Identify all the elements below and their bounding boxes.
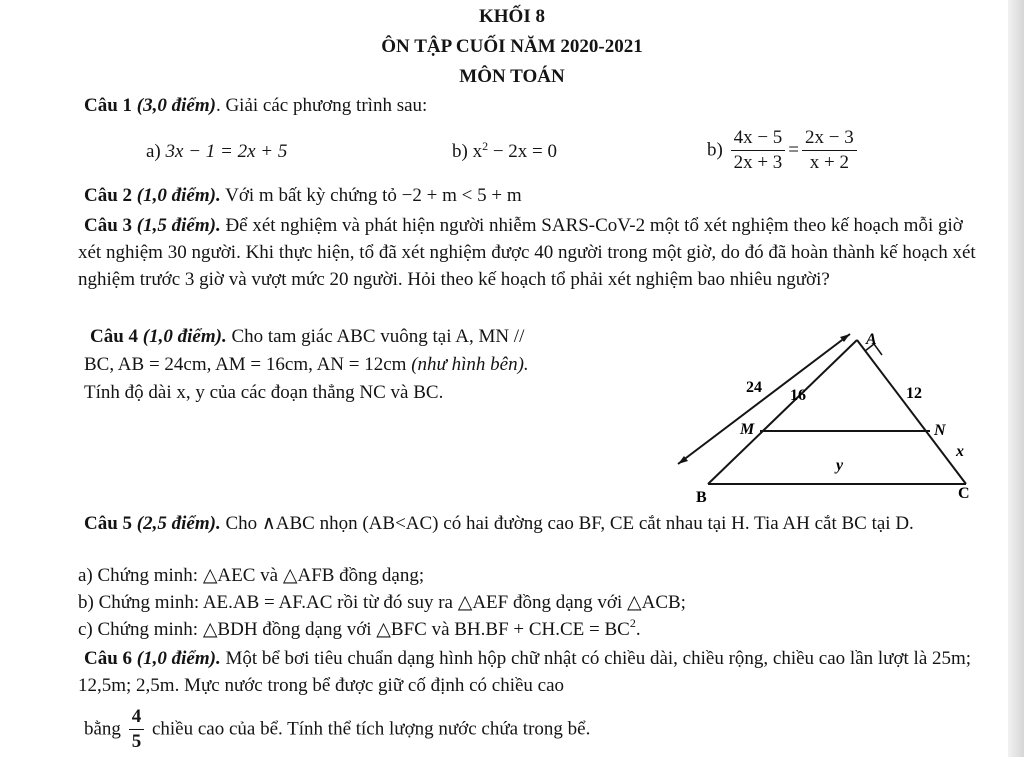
exam-title: ÔN TẬP CUỐI NĂM 2020-2021 [381, 36, 643, 57]
question-6 [78, 645, 978, 699]
q1-label: Câu 1 [84, 95, 133, 116]
q6-last-line [84, 705, 590, 754]
q6-post: chiều cao của bể. Tính thể tích lượng nước chứa trong bể. [151, 718, 591, 740]
question-5 [78, 510, 978, 537]
q1-b-rest: − 2x = 0 [488, 141, 558, 162]
q1-a-equation: 3x − 1 = 2x + 5 [165, 141, 288, 162]
q1-b-label: b) [452, 141, 468, 162]
label-n: N [934, 422, 946, 439]
q6-num: 4 [129, 705, 145, 730]
question-3 [78, 212, 978, 293]
q1-c-den1: 2x + 3 [733, 152, 783, 173]
q4-line-3: Tính độ dài x, y của các đoạn thẳng NC và BC. [84, 382, 444, 403]
q1-text: . Giải các phương trình sau: [215, 95, 428, 116]
q5-part-a: a) Chứng minh: △AEC và △AFB đồng dạng; [78, 565, 425, 586]
q1-b-base: x [472, 141, 483, 162]
q2-text: Với m bất kỳ chứng tỏ −2 + m < 5 + m [225, 185, 522, 206]
label-length-ab: 24 [746, 379, 762, 396]
q5-part-b: b) Chứng minh: AE.AB = AF.AC rồi từ đó suy ra △AEF đồng dạng với △ACB; [78, 592, 686, 613]
triangle-figure [660, 326, 1000, 506]
q6-points: (1,0 điểm). [136, 648, 221, 669]
q1-c-den2: x + 2 [809, 152, 849, 173]
page-edge-shadow [1008, 0, 1024, 757]
question-2 [84, 185, 522, 207]
q6-label: Câu 6 [84, 648, 133, 669]
q5-c-exponent: 2 [629, 616, 636, 630]
q4-line-2a: BC, AB = 24cm, AM = 16cm, AN = 12cm [84, 354, 407, 375]
q1-c-num2: 2x − 3 [802, 126, 857, 151]
q3-label: Câu 3 [84, 215, 133, 236]
q1-c-equals: = [788, 139, 800, 161]
q4-line-2b: (như hình bên). [411, 354, 529, 375]
question-1 [84, 95, 427, 117]
q5-text: Cho ∧ABC nhọn (AB<AC) có hai đường cao BF, CE cắt nhau tại H. Tia AH cắt BC tại D. [225, 513, 914, 534]
q1-points: (3,0 điểm) [136, 95, 216, 116]
q1-b-exponent: 2 [482, 139, 489, 153]
q5-part-c [78, 618, 641, 641]
q3-text: Để xét nghiệm và phát hiện người nhiễm SARS-CoV-2 một tổ xét nghiệm theo kế hoạch mỗi giờ xét nghiệm 30 người. Khi thực hiện, tổ đã xét nghiệm được 40 người trong một giờ, do đó đã hoàn thành kế hoạch xét nghiệm trước 3 giờ và vượt mức 20 người. Hỏi theo kế hoạch tổ phải xét nghiệm bao nhiêu người? [78, 215, 976, 290]
q3-points: (1,5 điểm). [136, 215, 221, 236]
q4-label: Câu 4 [90, 326, 139, 347]
q1-part-c [707, 126, 860, 175]
q1-c-num1: 4x − 5 [731, 126, 786, 151]
q6-text: Một bể bơi tiêu chuẩn dạng hình hộp chữ nhật có chiều dài, chiều rộng, chiều cao lần lượt là 25m; 12,5m; 2,5m. Mực nước trong bể được giữ cố định có chiều cao [78, 648, 972, 696]
label-c: C [958, 485, 970, 502]
label-length-am: 16 [790, 387, 806, 404]
label-a: A [866, 331, 877, 348]
label-x: x [956, 443, 964, 460]
q4-line-2 [84, 354, 529, 376]
q5-c-end: . [635, 619, 641, 640]
q2-points: (1,0 điểm). [136, 185, 221, 206]
q2-label: Câu 2 [84, 185, 133, 206]
subject-heading: MÔN TOÁN [459, 66, 565, 87]
segment-ac [857, 340, 966, 484]
q4-line-1: Cho tam giác ABC vuông tại A, MN // [231, 326, 525, 347]
label-length-an: 12 [906, 385, 922, 402]
label-y: y [836, 457, 844, 474]
question-4 [90, 326, 524, 348]
label-b: B [696, 489, 707, 506]
q1-c-fraction-left [731, 126, 786, 175]
q4-points: (1,0 điểm). [142, 326, 227, 347]
grade-heading: KHỐI 8 [479, 6, 545, 27]
q5-label: Câu 5 [84, 513, 133, 534]
dimension-line-ab [678, 334, 850, 464]
q6-pre: bằng [84, 718, 121, 740]
q1-c-label: b) [707, 139, 723, 161]
q6-den: 5 [131, 731, 142, 752]
q5-points: (2,5 điểm). [136, 513, 221, 534]
q1-c-fraction-right [802, 126, 857, 175]
q5-c-text: c) Chứng minh: △BDH đồng dạng với △BFC và BH.BF + CH.CE = BC [78, 619, 630, 640]
q1-a-label: a) [146, 141, 161, 162]
segment-ab [708, 340, 857, 484]
q6-fraction [129, 705, 145, 754]
label-m: M [740, 421, 755, 438]
q1-part-a [146, 141, 287, 163]
q1-part-b [452, 141, 557, 163]
